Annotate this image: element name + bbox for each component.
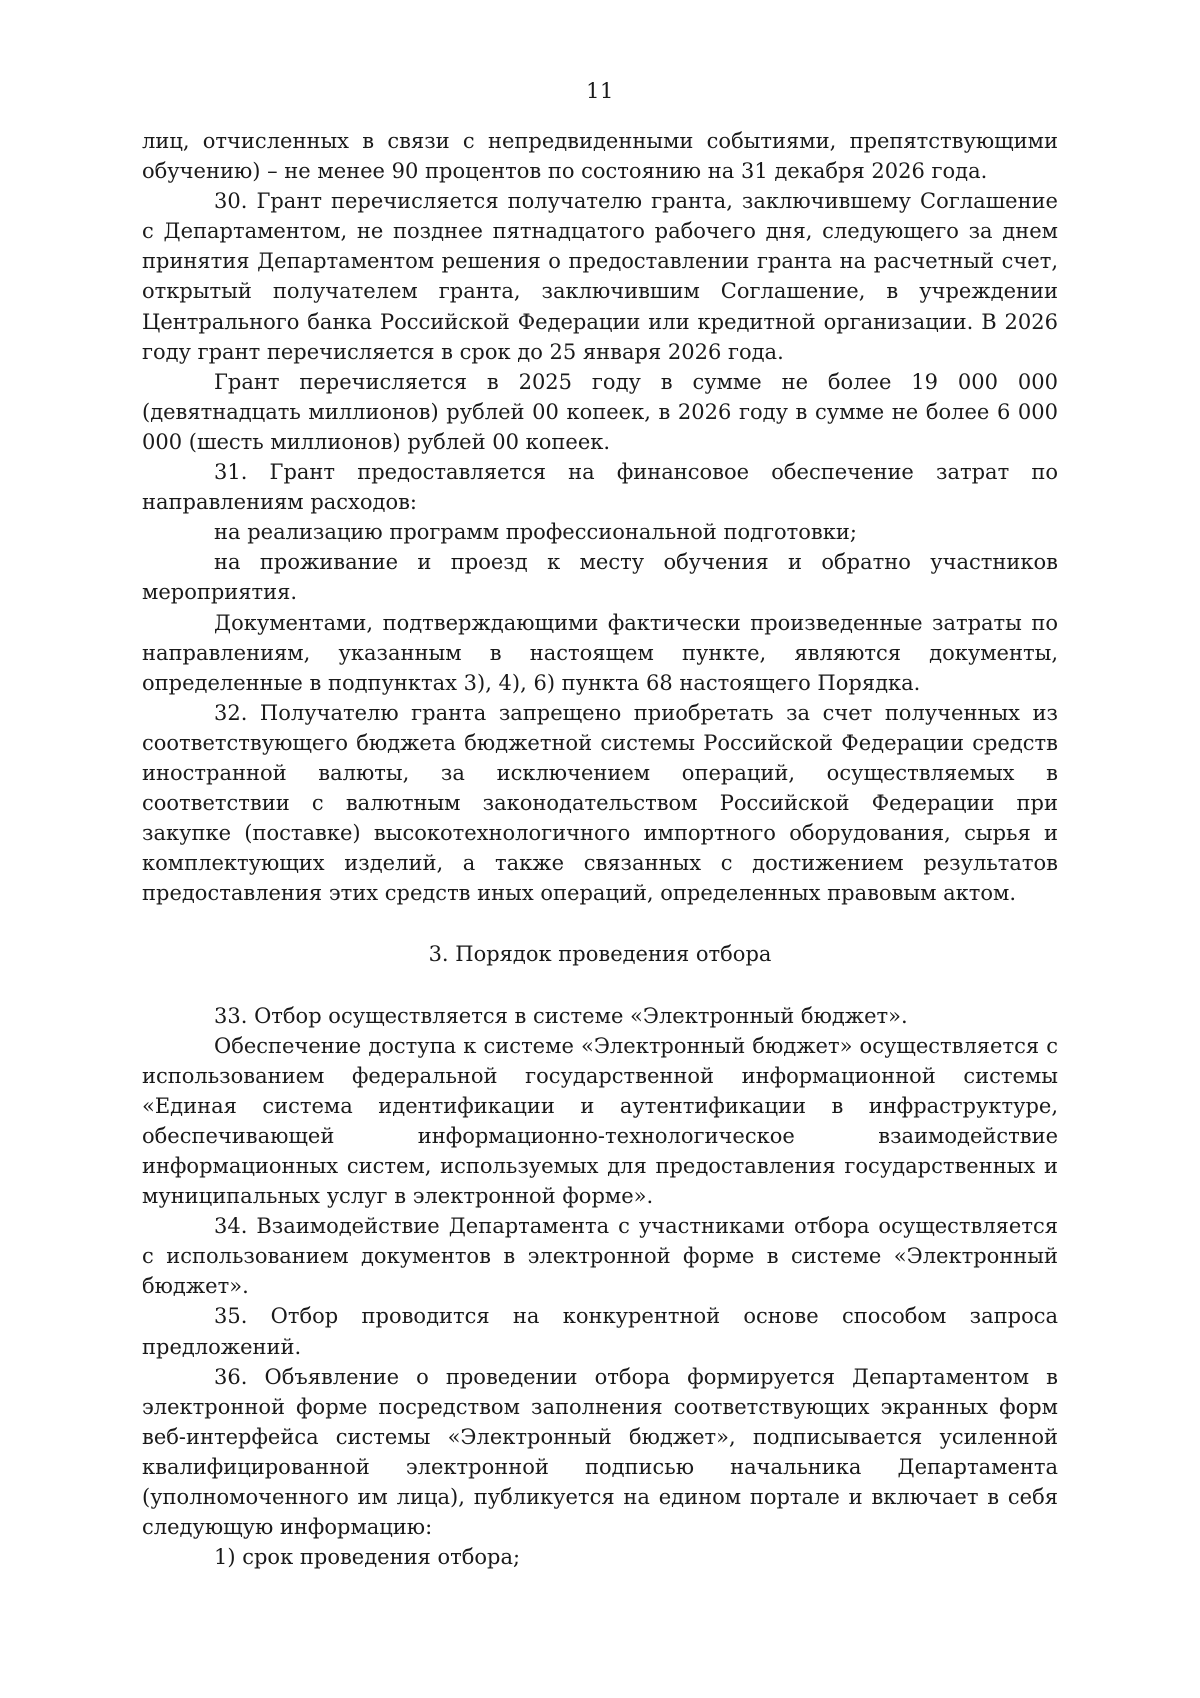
paragraph-continuation: лиц, отчисленных в связи с непредвиденными событиями, препятствующими обучению) – не менее 90 процентов по состоянию на 31 декабря 2026 года. [142, 129, 1058, 184]
paragraph-item-35: 35. Отбор проводится на конкурентной основе способом запроса предложений. [142, 1304, 1058, 1359]
paragraph-item-34: 34. Взаимодействие Департамента с участниками отбора осуществляется с использованием документов в электронной форме в системе «Электронный бюджет». [142, 1214, 1058, 1299]
paragraph-item-32: 32. Получателю гранта запрещено приобретать за счет полученных из соответствующего бюджета бюджетной системы Российской Федерации средств иностранной валюты, за исключением операций, осуществляемых в соответствии с валютным законодательством Российской Федерации при закупке (поставке) высокотехнологичного импортного оборудования, сырья и комплектующих изделий, а также связанных с достижением результатов предоставления этих средств иных операций, определенных правовым актом. [142, 700, 1058, 906]
section-heading: 3. Порядок проведения отбора [428, 942, 772, 967]
paragraph-expense-training: на реализацию программ профессиональной подготовки; [214, 520, 857, 545]
page-number: 11 [586, 79, 614, 103]
paragraph-item-31: 31. Грант предоставляется на финансовое обеспечение затрат по направлениям расходов: [142, 460, 1058, 515]
paragraph-item-36: 36. Объявление о проведении отбора формируется Департаментом в электронной форме посредством заполнения соответствующих экранных форм веб-интерфейса системы «Электронный бюджет», подписывается усиленной квалифицированной электронной подписью начальника Департамента (уполномоченного им лица), публикуется на едином портале и включает в себя следующую информацию: [142, 1364, 1058, 1540]
paragraph-subitem-1: 1) срок проведения отбора; [214, 1545, 521, 1570]
paragraph-grant-amount: Грант перечисляется в 2025 году в сумме не более 19 000 000 (девятнадцать миллионов) рублей 00 копеек, в 2026 году в сумме не более 6 000 000 (шесть миллионов) рублей 00 копеек. [142, 369, 1058, 454]
paragraph-expense-travel: на проживание и проезд к месту обучения и обратно участников мероприятия. [142, 550, 1058, 605]
paragraph-item-33: 33. Отбор осуществляется в системе «Электронный бюджет». [214, 1003, 908, 1028]
paragraph-access: Обеспечение доступа к системе «Электронный бюджет» осуществляется с использованием федеральной государственной информационной системы «Единая система идентификации и аутентификации в инфраструктуре, обеспечивающей информационно-технологическое взаимодействие информационных систем, используемых для предоставления государственных и муниципальных услуг в электронной форме». [142, 1033, 1058, 1209]
paragraph-supporting-documents: Документами, подтверждающими фактически произведенные затраты по направлениям, указанным в настоящем пункте, являются документы, определенные в подпунктах 3), 4), 6) пункта 68 настоящего Порядка. [142, 610, 1058, 695]
paragraph-item-30: 30. Грант перечисляется получателю гранта, заключившему Соглашение с Департаментом, не позднее пятнадцатого рабочего дня, следующего за днем принятия Департаментом решения о предоставлении гранта на расчетный счет, открытый получателем гранта, заключившим Соглашение, в учреждении Центрального банка Российской Федерации или кредитной организации. В 2026 году грант перечисляется в срок до 25 января 2026 года. [142, 189, 1058, 364]
document-body [142, 126, 1058, 1572]
